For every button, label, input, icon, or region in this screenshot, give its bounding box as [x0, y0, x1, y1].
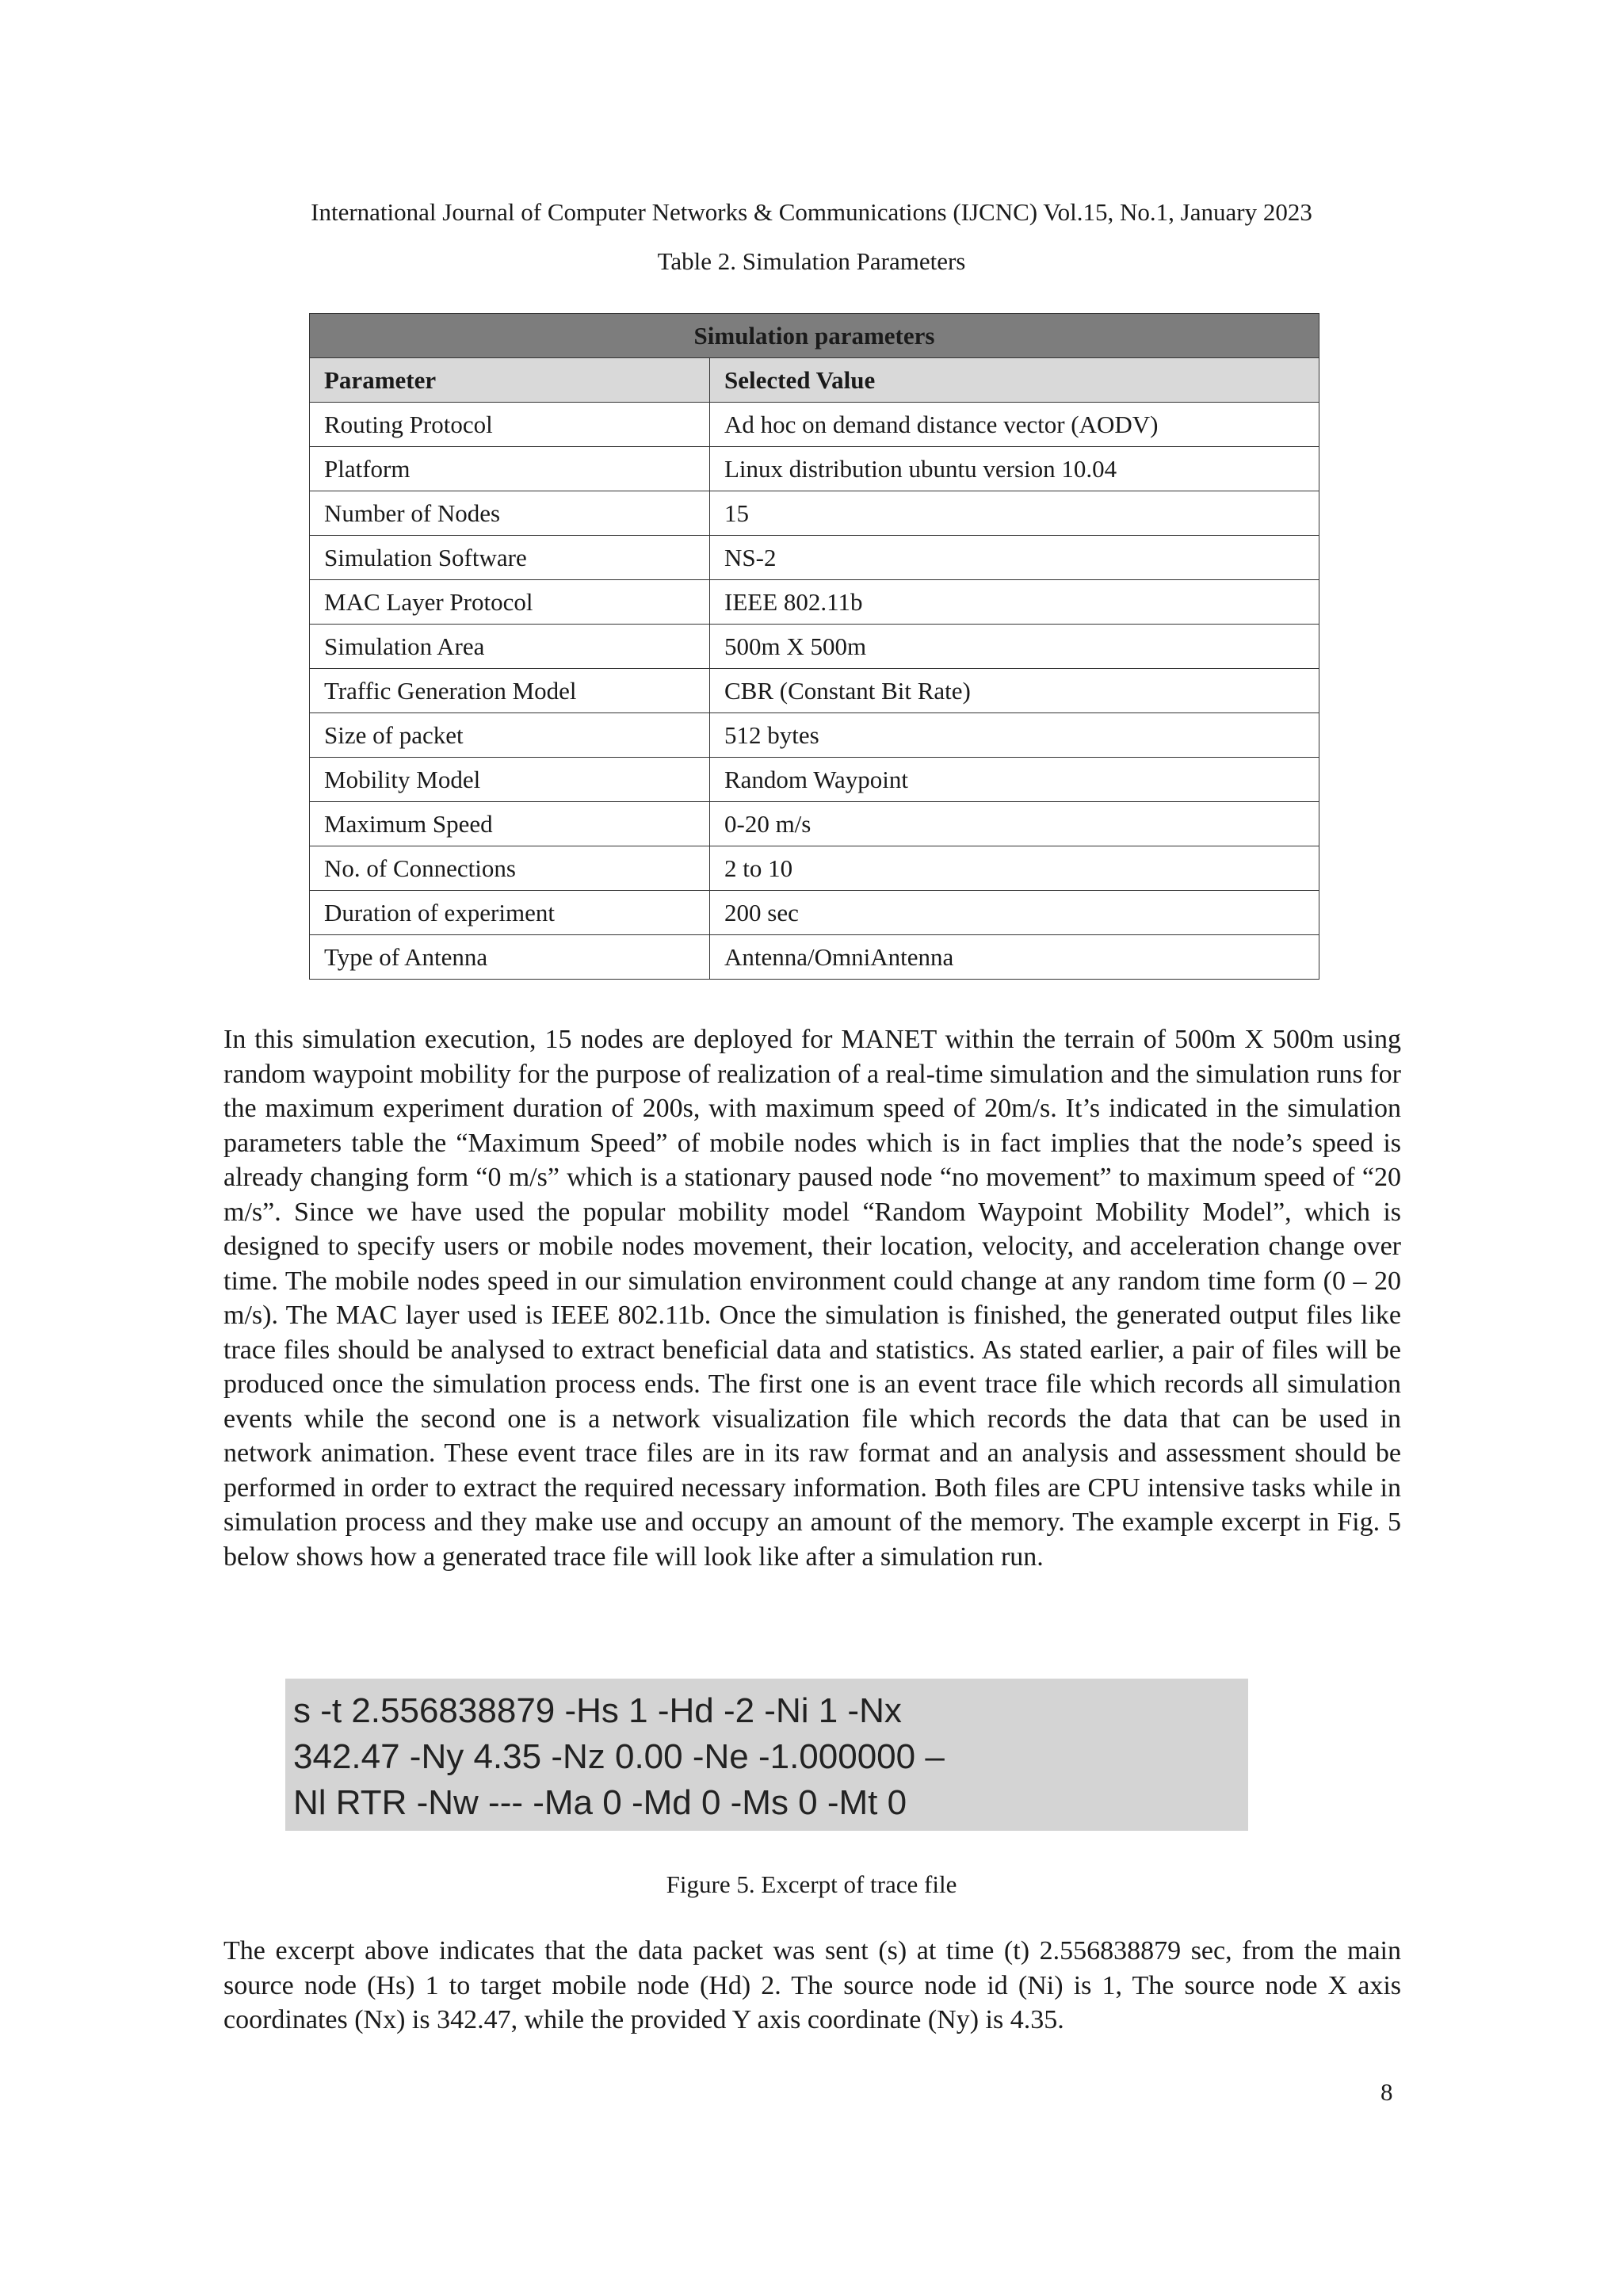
- value-cell: 500m X 500m: [710, 625, 1319, 669]
- parameter-cell: Simulation Area: [310, 625, 710, 669]
- value-cell: 15: [710, 491, 1319, 536]
- value-cell: NS-2: [710, 536, 1319, 580]
- table-row: [310, 846, 1319, 891]
- value-cell: Linux distribution ubuntu version 10.04: [710, 447, 1319, 491]
- trace-line: Nl RTR -Nw --- -Ma 0 -Md 0 -Ms 0 -Mt 0: [293, 1783, 907, 1822]
- table-row: [310, 625, 1319, 669]
- table-row: [310, 935, 1319, 980]
- parameter-cell: Number of Nodes: [310, 491, 710, 536]
- table-row: [310, 491, 1319, 536]
- parameter-cell: Traffic Generation Model: [310, 669, 710, 713]
- parameter-cell: MAC Layer Protocol: [310, 580, 710, 625]
- parameter-cell: Routing Protocol: [310, 403, 710, 447]
- column-header-parameter: Parameter: [310, 358, 710, 403]
- table-row: [310, 447, 1319, 491]
- figure-caption: Figure 5. Excerpt of trace file: [666, 1870, 957, 1898]
- parameter-cell: Mobility Model: [310, 758, 710, 802]
- table-row: [310, 536, 1319, 580]
- value-cell: 200 sec: [710, 891, 1319, 935]
- value-cell: 512 bytes: [710, 713, 1319, 758]
- table-row: [310, 713, 1319, 758]
- parameter-cell: No. of Connections: [310, 846, 710, 891]
- body-paragraph-1: In this simulation execution, 15 nodes are deployed for MANET within the terrain of 500m X 500m using random waypoint mobility for the purpose of realization of a real-time simulation and the simulation runs for the maximum experiment duration of 200s, with maximum speed of 20m/s. It’s indicated in the simulation parameters table the “Maximum Speed” of mobile nodes which is in fact implies that the node’s speed is already changing form “0 m/s” which is a stationary paused node “no movement” to maximum speed of “20 m/s”. Since we have used the popular mobility model “Random Waypoint Mobility Model”, which is designed to specify users or mobile nodes movement, their location, velocity, and acceleration change over time. The mobile nodes speed in our simulation environment could change at any random time form (0 – 20 m/s). The MAC layer used is IEEE 802.11b. Once the simulation is finished, the generated output files like trace files should be analysed to extract beneficial data and statistics. As stated earlier, a pair of files will be produced once the simulation process ends. The first one is an event trace file which records all simulation events while the second one is a network visualization file which records the data that can be used in network animation. These event trace files are in its raw format and an analysis and assessment should be performed in order to extract the required necessary information. Both files are CPU intensive tasks while in simulation process and they make use and occupy an amount of the memory. The example excerpt in Fig. 5 below shows how a generated trace file will look like after a simulation run.: [223, 1025, 1401, 1572]
- table-row: [310, 802, 1319, 846]
- table-row: [310, 758, 1319, 802]
- parameter-cell: Simulation Software: [310, 536, 710, 580]
- value-cell: CBR (Constant Bit Rate): [710, 669, 1319, 713]
- parameter-cell: Maximum Speed: [310, 802, 710, 846]
- trace-line: s -t 2.556838879 -Hs 1 -Hd -2 -Ni 1 -Nx: [293, 1691, 902, 1730]
- body-paragraph-2: The excerpt above indicates that the data packet was sent (s) at time (t) 2.556838879 sec, from the main source node (Hs) 1 to target mobile node (Hd) 2. The source node id (Ni) is 1, The source node X axis coordinates (Nx) is 342.47, while the provided Y axis coordinate (Ny) is 4.35.: [223, 1936, 1401, 2034]
- page-number: 8: [1381, 2078, 1393, 2106]
- parameter-cell: Duration of experiment: [310, 891, 710, 935]
- table-row: [310, 891, 1319, 935]
- table-title: Simulation parameters: [310, 314, 1319, 358]
- value-cell: 2 to 10: [710, 846, 1319, 891]
- table-row: [310, 403, 1319, 447]
- simulation-parameters-table: [309, 313, 1319, 980]
- value-cell: Random Waypoint: [710, 758, 1319, 802]
- trace-file-excerpt: [285, 1679, 1248, 1831]
- parameter-cell: Platform: [310, 447, 710, 491]
- parameter-cell: Type of Antenna: [310, 935, 710, 980]
- value-cell: Antenna/OmniAntenna: [710, 935, 1319, 980]
- value-cell: 0-20 m/s: [710, 802, 1319, 846]
- table-caption: Table 2. Simulation Parameters: [657, 247, 966, 275]
- table-row: [310, 669, 1319, 713]
- parameter-cell: Size of packet: [310, 713, 710, 758]
- value-cell: IEEE 802.11b: [710, 580, 1319, 625]
- running-head: International Journal of Computer Networks & Communications (IJCNC) Vol.15, No.1, January 2023: [311, 198, 1312, 226]
- value-cell: Ad hoc on demand distance vector (AODV): [710, 403, 1319, 447]
- column-header-value: Selected Value: [710, 358, 1319, 403]
- table-row: [310, 580, 1319, 625]
- trace-line: 342.47 -Ny 4.35 -Nz 0.00 -Ne -1.000000 –: [293, 1737, 945, 1776]
